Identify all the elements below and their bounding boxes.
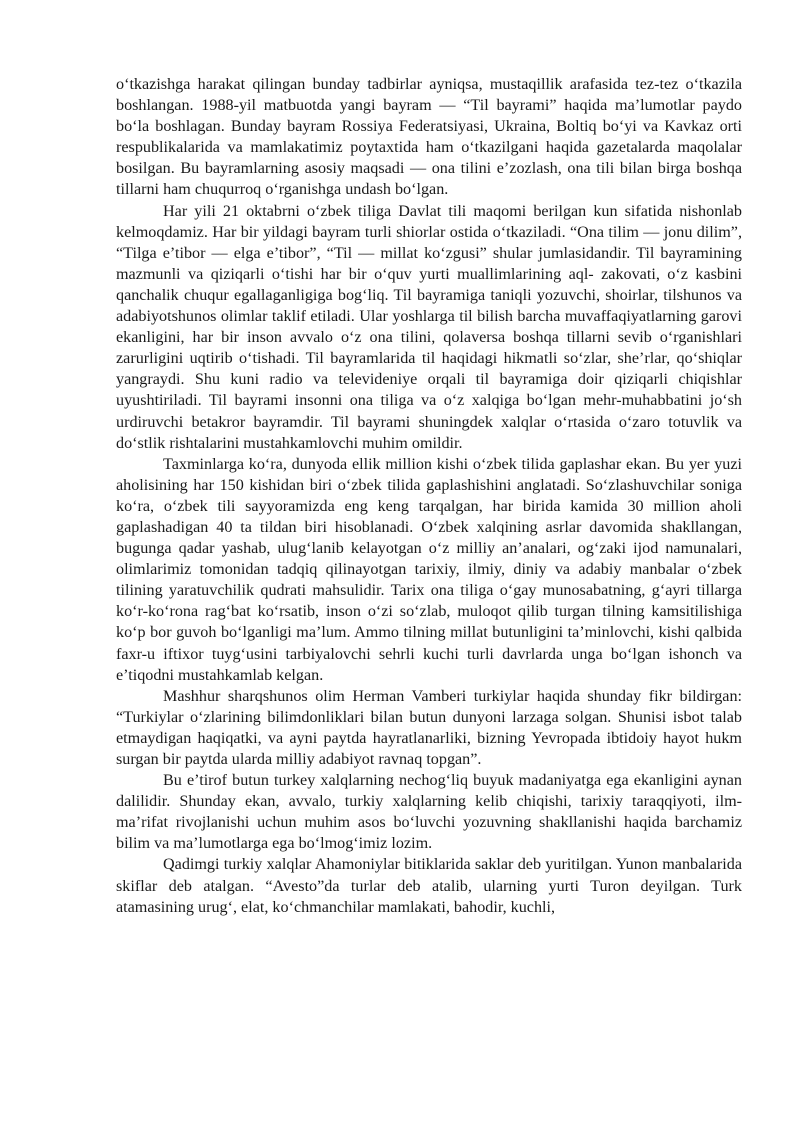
paragraph-turkic-culture: Bu e’tirof butun turkey xalqlarning nechog‘liq buyuk madaniyatga ega ekanligini aynan dalilidir. Shunday ekan, avvalo, turkiy xalqlarning kelib chiqishi, tarixiy taraqqiyoti, ilm-ma’rifat rivojlanishi uchun muhim asos bo‘luvchi yozuvning shakllanishi haqida barchamiz bilim va ma’lumotlarga ega bo‘lmog‘imiz lozim. [116, 772, 742, 853]
document-page [116, 74, 742, 918]
paragraph-continuation: o‘tkazishga harakat qilingan bunday tadbirlar ayniqsa, mustaqillik arafasida tez-tez o‘tkazila boshlangan. 1988-yil matbuotda yangi bayram — “Til bayrami” haqida ma’lumotlar paydo bo‘la boshlagan. Bunday bayram Rossiya Federatsiyasi, Ukraina, Boltiq bo‘yi va Kavkaz orti respublikalarida va mamlakatimiz poytaxtida ham o‘tkazilgani haqida gazetalarda maqolalar bosilgan. Bu bayramlarning asosiy maqsadi — ona tilini e’zozlash, ona tili bilan birga boshqa tillarni ham chuqurroq o‘rganishga undash bo‘lgan. [116, 76, 742, 199]
paragraph-vamberi-quote: Mashhur sharqshunos olim Herman Vamberi turkiylar haqida shunday fikr bildirgan: “Turkiylar o‘zlarining bilimdonliklari bilan butun dunyoni larzaga solgan. Shunisi isbot talab etmaydigan haqiqatki, va ayni paytda hayratlanarliki, bizning Yevropada ibtidoiy hayot hukm surgan bir paytda ularda milliy adabiyot ravnaq topgan”. [116, 687, 742, 768]
paragraph-speakers: Taxminlarga ko‘ra, dunyoda ellik million kishi o‘zbek tilida gaplashar ekan. Bu yer yuzi aholisining har 150 kishidan biri o‘zbek tilida gaplashishini anglatadi. So‘zlashuvchilar soniga ko‘ra, o‘zbek tili sayyoramizda eng keng tarqalgan, har birida kamida 30 million aholi gaplashadigan 40 ta tildan biri hisoblanadi. O‘zbek xalqining asrlar davomida shakllangan, bugunga qadar yashab, ulug‘lanib kelayotgan o‘z milliy an’analari, og‘zaki ijod namunalari, olimlarimiz tomonidan tadqiq qilinayotgan tarixiy, ilmiy, diniy va adabiy manbalar o‘zbek tilining yaratuvchilik qudrati mahsulidir. Tarix ona tiliga o‘gay munosabatning, g‘ayri tillarga ko‘r-ko‘rona rag‘bat ko‘rsatib, inson o‘zi so‘zlab, muloqot qilib turgan tilning kamsitilishiga ko‘p bor guvoh bo‘lganligi ma’lum. Ammo tilning millat butunligini ta’minlovchi, kishi qalbida faxr-u iftixor tuyg‘usini tarbiyalovchi sehrli kuchi turli davrlarda unga bo‘lgan ishonch va e’tiqodni mustahkamlab kelgan. [116, 455, 742, 684]
paragraph-til-bayrami: Har yili 21 oktabrni o‘zbek tiliga Davlat tili maqomi berilgan kun sifatida nishonlab kelmoqdamiz. Har bir yildagi bayram turli shiorlar ostida o‘tkaziladi. “Ona tilim — jonu dilim”, “Tilga e’tibor — elga e’tibor”, “Til — millat ko‘zgusi” shular jumlasidandir. Til bayramining mazmunli va qiziqarli o‘tishi har bir o‘quv yurti muallimlarining aql- zakovati, o‘z kasbini qanchalik chuqur egallaganligiga bog‘liq. Til bayramiga taniqli yozuvchi, shoirlar, tilshunos va adabiyotshunos olimlar taklif etiladi. Ular yoshlarga til bilish barcha muvaffaqiyatlarning garovi ekanligini, har bir inson avvalo o‘z ona tilini, qolaversa boshqa tillarni sevib o‘rganishlari zarurligini uqtirib o‘tishadi. Til bayramlarida til haqidagi hikmatli so‘zlar, she’rlar, qo‘shiqlar yangraydi. Shu kuni radio va televideniye orqali til bayramiga doir qiziqarli chiqishlar uyushtiriladi. Til bayrami insonni ona tiliga va o‘z xalqiga bo‘lgan mehr-muhabbatini jo‘sh urdiruvchi betakror bayramdir. Til bayrami shuningdek xalqlar o‘rtasida o‘zaro totuvlik va do‘stlik rishtalarini mustahkamlovchi muhim omildir. [116, 202, 742, 452]
paragraph-ancient-turkic: Qadimgi turkiy xalqlar Ahamoniylar bitiklarida saklar deb yuritilgan. Yunon manbalarida skiflar deb atalgan. “Avesto”da turlar deb atalib, ularning yurti Turon deyilgan. Turk atamasining urug‘, elat, ko‘chmanchilar mamlakati, bahodir, kuchli, [116, 856, 742, 916]
